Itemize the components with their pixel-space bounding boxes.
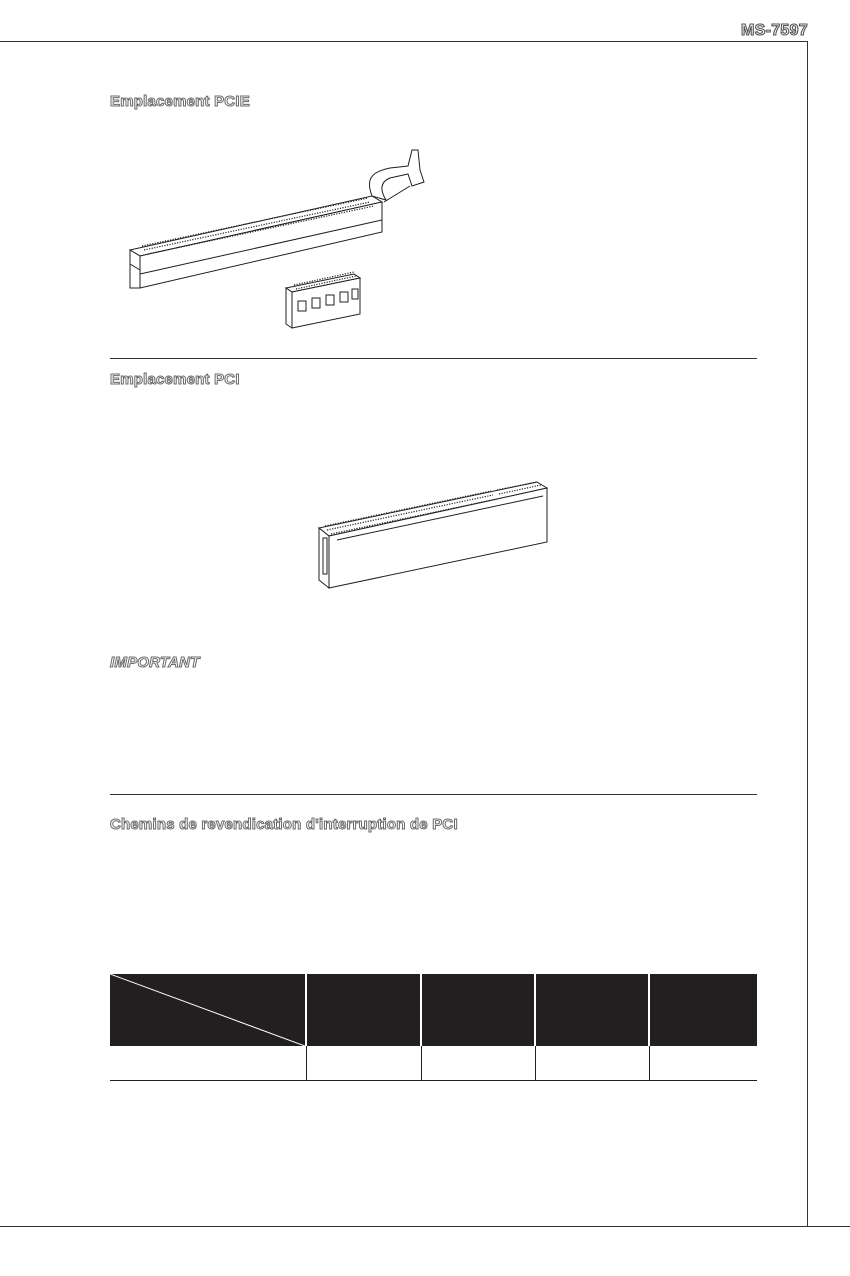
top-rule xyxy=(0,41,808,42)
irq-routing-table xyxy=(110,974,757,1081)
table-cell xyxy=(110,1046,306,1081)
model-number: MS-7597 xyxy=(740,22,808,39)
irq-section-title: Chemins de revendication d'interruption de PCI xyxy=(110,816,458,833)
table-header-row xyxy=(110,974,757,1046)
bottom-rule xyxy=(0,1226,850,1227)
pcie-section-title: Emplacement PCIE xyxy=(110,93,250,110)
table-header-corner xyxy=(110,974,306,1046)
diagonal-divider xyxy=(110,974,305,1046)
table-header-cell xyxy=(421,974,535,1046)
table-cell xyxy=(535,1046,649,1081)
pcie-slot-illustration xyxy=(128,138,438,338)
table-header-cell xyxy=(649,974,757,1046)
important-title: IMPORTANT xyxy=(110,654,200,671)
pci-slot-illustration xyxy=(315,478,555,594)
table-cell xyxy=(649,1046,757,1081)
section-divider-1 xyxy=(110,358,757,359)
right-rule xyxy=(807,41,808,1227)
table-cell xyxy=(306,1046,421,1081)
table-cell xyxy=(421,1046,535,1081)
table-header-cell xyxy=(535,974,649,1046)
section-divider-2 xyxy=(110,794,757,795)
pci-section-title: Emplacement PCI xyxy=(110,371,240,388)
table-row xyxy=(110,1046,757,1081)
table-header-cell xyxy=(306,974,421,1046)
